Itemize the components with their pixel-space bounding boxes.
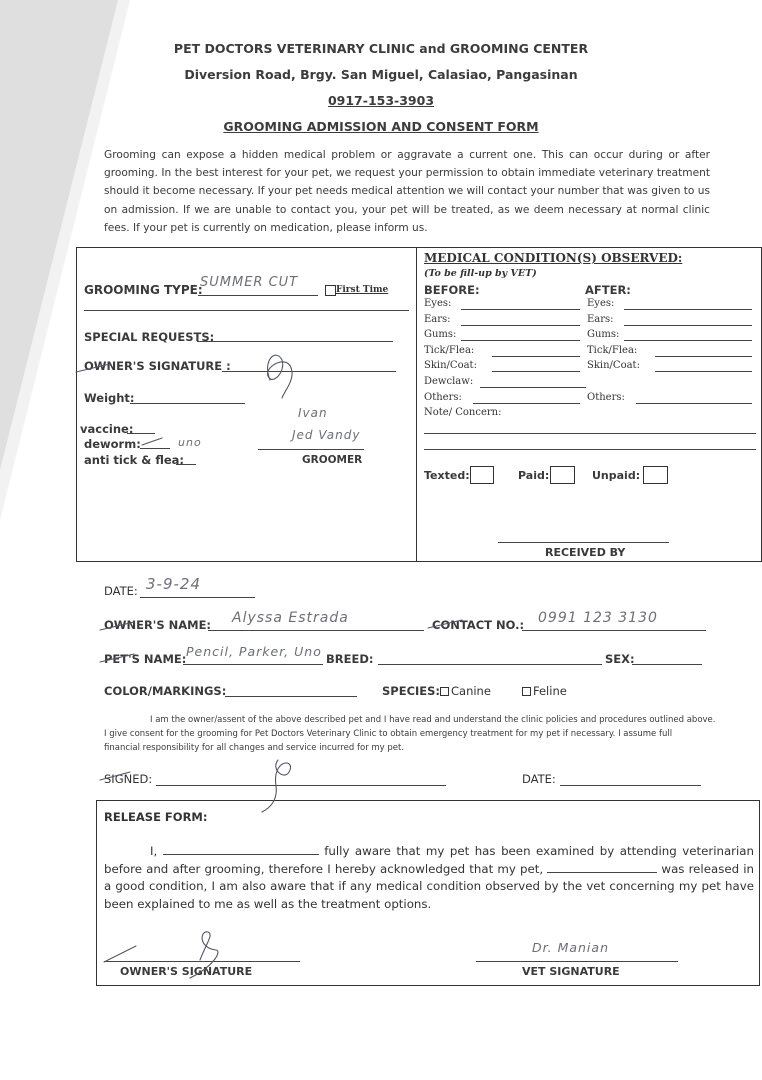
feline-checkbox[interactable] [522,687,531,696]
release-text-1: I, [150,844,158,858]
after-row-label: Gums: [587,329,620,340]
paid-checkbox[interactable] [550,466,575,484]
unpaid-label: Unpaid: [592,469,641,482]
before-row-line[interactable] [480,387,586,388]
clinic-address: Diversion Road, Brgy. San Miguel, Calasiao, Pangasinan [184,67,578,82]
texted-checkbox[interactable] [470,466,494,484]
before-row-label: Skin/Coat: [424,360,477,371]
release-title: RELEASE FORM: [104,810,208,824]
after-row-label: Tick/Flea: [587,345,638,356]
after-row-label: Others: [587,392,625,403]
before-row-line[interactable] [473,403,580,404]
before-row-line[interactable] [461,340,580,341]
before-row-label: Gums: [424,329,457,340]
date-label: DATE: [104,584,138,598]
note-line-2[interactable] [424,449,756,450]
date2-label: DATE: [522,772,556,786]
groomer-line[interactable] [258,449,364,450]
form-title: GROOMING ADMISSION AND CONSENT FORM [223,119,539,134]
grooming-type-extra-line [84,310,409,311]
clinic-name: PET DOCTORS VETERINARY CLINIC and GROOMING CENTER [173,41,589,56]
release-pet-blank[interactable] [547,862,657,873]
before-row-label: Ears: [424,314,451,325]
contact-line [522,630,706,631]
clinic-phone: 0917-153-3903 [327,93,435,108]
special-requests-line[interactable] [197,341,393,342]
owner-name-value[interactable]: Alyssa Estrada [232,610,349,626]
vet-sig-line[interactable] [476,961,678,962]
medical-title: MEDICAL CONDITION(S) OBSERVED: [424,251,683,265]
signed-label: SIGNED: [104,772,153,786]
before-row-line[interactable] [461,309,580,310]
signed-line[interactable] [156,785,446,786]
first-time-checkbox[interactable] [325,285,336,296]
release-paragraph [104,843,754,913]
species-label: SPECIES: [382,684,441,698]
received-by-label: RECEIVED BY [545,546,626,559]
grooming-type-line [198,295,318,296]
medical-subtitle: (To be fill-up by VET) [424,268,537,279]
weight-line[interactable] [130,403,245,404]
after-row-label: Skin/Coat: [587,360,640,371]
vaccine-line[interactable] [127,433,155,434]
after-row-label: Ears: [587,314,614,325]
owner-release-sig-line[interactable] [104,961,300,962]
weight-label: Weight: [84,391,135,405]
pet-name-label: PET'S NAME: [104,652,187,666]
contact-label: CONTACT NO.: [432,618,525,632]
deworm-line[interactable] [140,448,170,449]
intro-paragraph: Grooming can expose a hidden medical problem or aggravate a current one. This can occur during or after grooming. In the best interest for your pet, we request your permission to obtain immediate veterinary treatment should it become necessary. If your pet needs medical attention we will contact your number that was given to us on admission. If we are unable to contact you, your pet will be treated, as we deem necessary at normal clinic fees. If your pet is currently on medication, please inform us. [104,149,711,234]
consent-line-1: I am the owner/assent of the above described pet and I have read and understand the clinic policies and procedures outlined above. [150,715,716,725]
groomer-name-1: Ivan [298,406,328,420]
before-row-line[interactable] [461,325,580,326]
after-row-line[interactable] [636,403,752,404]
canine-label: Canine [451,684,491,698]
note-label: Note/ Concern: [424,407,502,418]
anti-tick-label: anti tick & flea: [84,453,185,467]
anti-tick-line[interactable] [176,464,196,465]
date-value[interactable]: 3-9-24 [146,575,201,593]
canine-checkbox[interactable] [440,687,449,696]
pet-name-line [183,664,323,665]
before-row-label: Tick/Flea: [424,345,475,356]
after-row-line[interactable] [655,371,752,372]
received-by-line[interactable] [498,542,669,543]
after-row-line[interactable] [655,356,752,357]
note-line-1[interactable] [424,433,756,434]
owner-signature-label: OWNER'S SIGNATURE : [84,359,231,373]
breed-line[interactable] [378,664,602,665]
release-name-blank[interactable] [163,844,319,855]
grooming-type-value[interactable]: SUMMER CUT [200,275,299,290]
before-row-label: Eyes: [424,298,452,309]
before-row-line[interactable] [492,371,580,372]
color-markings-label: COLOR/MARKINGS: [104,684,227,698]
pet-name-value[interactable]: Pencil, Parker, Uno [186,644,322,659]
paid-label: Paid: [518,469,550,482]
owner-signature-line[interactable] [222,371,396,372]
after-label: AFTER: [585,283,631,297]
owner-release-sig-label: OWNER'S SIGNATURE [120,965,253,978]
special-requests-label: SPECIAL REQUESTS: [84,330,215,344]
release-text-2: fully aware that my pet has been examined by attending veterinarian before and after grooming, therefore I hereby acknowledged that my pet, [104,844,755,876]
before-row-line[interactable] [492,356,580,357]
before-label: BEFORE: [424,283,480,297]
vet-sig-label: VET SIGNATURE [522,965,620,978]
texted-label: Texted: [424,469,470,482]
owner-name-line [208,630,424,631]
grooming-type-label: GROOMING TYPE: [84,283,203,297]
color-markings-line[interactable] [225,696,357,697]
box-divider [416,247,417,561]
vet-name: Dr. Manian [532,940,609,955]
date2-line[interactable] [560,785,701,786]
breed-label: BREED: [326,652,374,666]
contact-value[interactable]: 0991 123 3130 [538,610,658,626]
sex-line[interactable] [632,664,702,665]
deworm-value: uno [178,436,202,449]
after-row-line[interactable] [624,340,752,341]
date-line [140,597,255,598]
consent-line-2: I give consent for the grooming for Pet Doctors Veterinary Clinic to obtain emergency treatment for my pet if necessary. I assume full financial responsibility for all changes and service incurred for my pet. [104,729,673,753]
after-row-line[interactable] [624,325,752,326]
first-time-label: First Time [336,285,389,295]
after-row-line[interactable] [624,309,752,310]
before-row-label: Others: [424,392,462,403]
sex-label: SEX: [605,652,635,666]
release-text-3: was released in a good condition, I am also aware that if any medical condition observed by the vet concerning my pet have been explained to me as well as the treatment options. [104,861,754,911]
unpaid-checkbox[interactable] [643,466,668,484]
groomer-label: GROOMER [302,454,363,466]
groomer-name-2: Jed Vandy [292,428,361,442]
deworm-label: deworm: [84,437,141,451]
before-row-label: Dewclaw: [424,376,474,387]
feline-label: Feline [533,684,567,698]
after-row-label: Eyes: [587,298,615,309]
owner-name-label: OWNER'S NAME: [104,618,212,632]
vaccine-label: vaccine: [80,422,134,436]
